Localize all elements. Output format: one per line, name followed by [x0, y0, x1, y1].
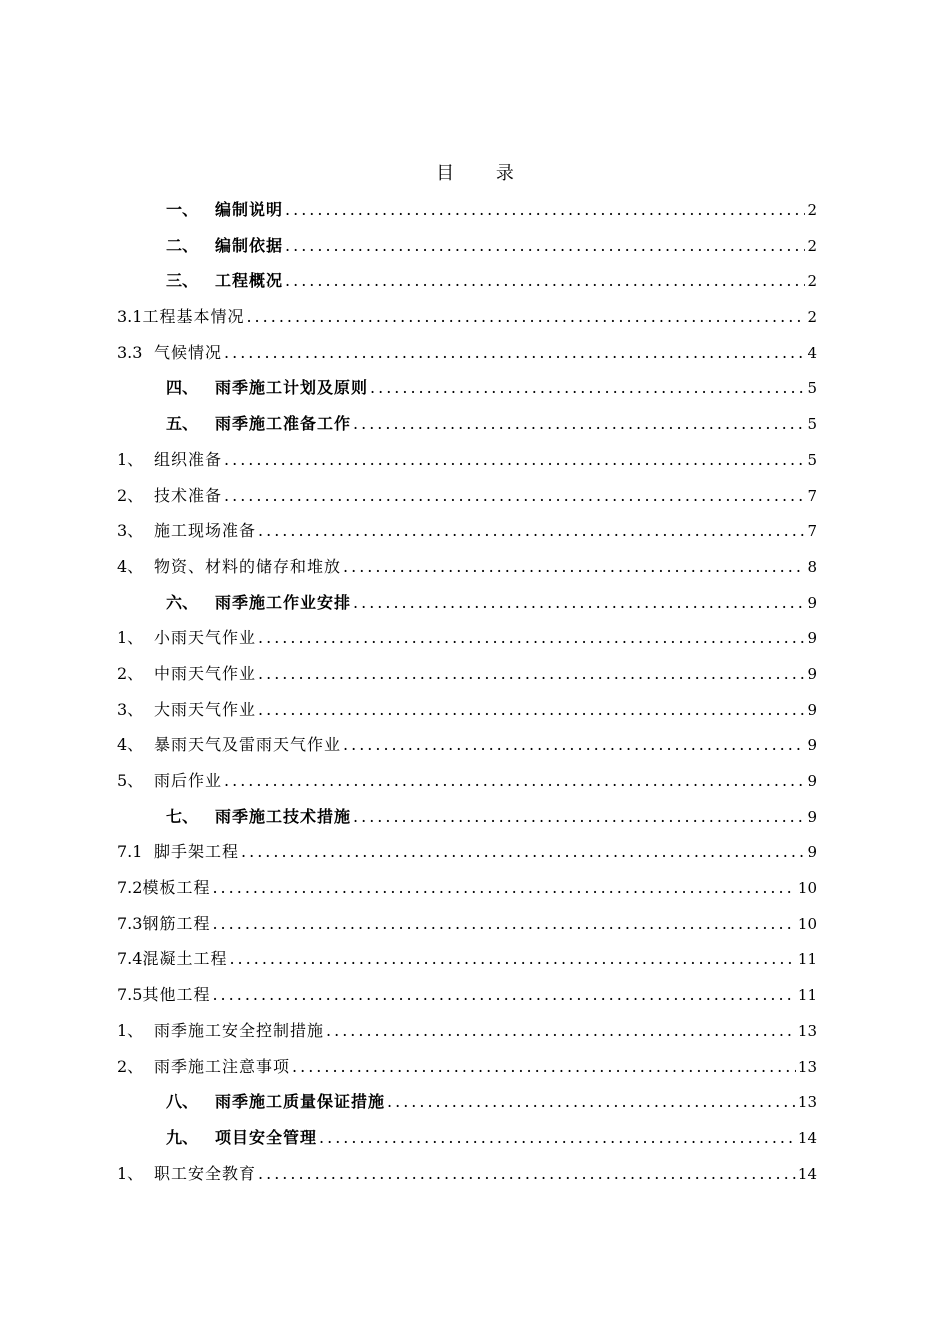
- toc-entry[interactable]: [117, 941, 817, 977]
- toc-entry-number: 八、: [166, 1092, 199, 1112]
- toc-entry[interactable]: [117, 549, 817, 585]
- toc-entry-number: 2、: [117, 663, 144, 683]
- toc-entry-number: 六、: [166, 592, 199, 612]
- toc-entry[interactable]: [117, 442, 817, 478]
- toc-entry-page-number: 7: [807, 522, 817, 541]
- toc-entry-number: 7.4: [117, 949, 143, 969]
- toc-entry-number: 2、: [117, 1056, 144, 1076]
- toc-entry-label: 钢筋工程: [142, 913, 211, 933]
- toc-entry-label: 技术准备: [154, 485, 223, 505]
- toc-dot-leader: [353, 585, 805, 621]
- toc-entry[interactable]: [117, 335, 817, 371]
- toc-entry-page-number: 11: [797, 986, 817, 1005]
- toc-dot-leader: [353, 799, 805, 835]
- toc-dot-leader: [343, 727, 805, 763]
- toc-dot-leader: [353, 406, 805, 442]
- toc-entry-label: 编制说明: [215, 200, 284, 219]
- toc-entry-number: 五、: [166, 414, 199, 434]
- toc-entry-number: 4、: [117, 556, 144, 576]
- toc-entry[interactable]: [117, 406, 817, 442]
- toc-dot-leader: [212, 906, 795, 942]
- toc-entry-page-number: 2: [807, 272, 817, 291]
- toc-entry[interactable]: [117, 1156, 817, 1192]
- toc-entry[interactable]: [117, 478, 817, 514]
- toc-entry-label: 雨季施工注意事项: [154, 1056, 291, 1076]
- toc-dot-leader: [258, 692, 805, 728]
- toc-dot-leader: [343, 549, 805, 585]
- toc-entry-page-number: 5: [807, 450, 817, 469]
- toc-entry-page-number: 10: [797, 914, 817, 933]
- toc-entry-number: 7.2: [117, 878, 143, 898]
- toc-entry-number: 四、: [166, 378, 199, 398]
- toc-entry-label: 雨季施工技术措施: [215, 806, 352, 826]
- toc-entry[interactable]: [117, 1049, 817, 1085]
- toc-entry[interactable]: [117, 192, 817, 228]
- toc-entry-label: 编制依据: [215, 235, 284, 255]
- toc-entry-number: 七、: [166, 806, 199, 826]
- toc-dot-leader: [258, 620, 805, 656]
- toc-entry[interactable]: [117, 513, 817, 549]
- toc-entry-page-number: 2: [807, 201, 817, 219]
- toc-entry-number: 九、: [166, 1127, 199, 1147]
- toc-entry-page-number: 8: [807, 557, 817, 576]
- toc-entry-page-number: 9: [807, 593, 817, 612]
- toc-dot-leader: [319, 1120, 796, 1156]
- toc-entry-page-number: 10: [797, 879, 817, 898]
- toc-entry-number: 3、: [117, 521, 144, 541]
- toc-entry-number: 一、: [166, 200, 199, 219]
- toc-dot-leader: [229, 941, 795, 977]
- toc-dot-leader: [212, 977, 795, 1013]
- toc-entry-label: 项目安全管理: [215, 1127, 318, 1147]
- toc-entry-label: 脚手架工程: [154, 842, 240, 862]
- toc-entry-page-number: 5: [807, 415, 817, 434]
- toc-dot-leader: [212, 870, 795, 906]
- toc-entry-number: 3、: [117, 699, 144, 719]
- toc-dot-leader: [285, 228, 805, 264]
- toc-entry-label: 模板工程: [142, 878, 211, 898]
- toc-entry-page-number: 2: [807, 308, 817, 327]
- toc-title: 目 录: [436, 163, 532, 184]
- toc-entry-label: 雨季施工作业安排: [215, 592, 352, 612]
- toc-entry-page-number: 9: [807, 772, 817, 790]
- toc-dot-leader: [285, 192, 805, 228]
- toc-entry[interactable]: [117, 1013, 817, 1049]
- toc-entry[interactable]: [117, 727, 817, 763]
- toc-entry-label: 其他工程: [142, 985, 211, 1005]
- toc-entry-page-number: 14: [797, 1164, 817, 1183]
- toc-entry[interactable]: [117, 870, 817, 906]
- toc-entry-page-number: 9: [807, 807, 817, 826]
- toc-entry[interactable]: [117, 977, 817, 1013]
- toc-entry-page-number: 2: [807, 236, 817, 255]
- toc-entry-page-number: 5: [807, 379, 817, 398]
- toc-dot-leader: [292, 1049, 796, 1085]
- toc-entry-page-number: 4: [807, 343, 817, 362]
- toc-entry[interactable]: [117, 692, 817, 728]
- toc-entry-label: 工程概况: [215, 271, 284, 291]
- toc-dot-leader: [370, 370, 805, 406]
- toc-entry-label: 气候情况: [154, 342, 223, 362]
- toc-entry-label: 雨后作业: [154, 771, 223, 790]
- toc-entry-page-number: 13: [797, 1057, 817, 1076]
- toc-entry-label: 小雨天气作业: [154, 628, 257, 648]
- toc-dot-leader: [258, 656, 805, 692]
- toc-entry-label: 中雨天气作业: [154, 663, 257, 683]
- toc-entry-label: 职工安全教育: [154, 1163, 257, 1183]
- toc-dot-leader: [258, 513, 805, 549]
- toc-entry-number: 1、: [117, 449, 144, 469]
- toc-entry[interactable]: [117, 228, 817, 264]
- toc-entry-label: 混凝土工程: [142, 949, 228, 969]
- toc-dot-leader: [326, 1013, 796, 1049]
- toc-dot-leader: [387, 1084, 796, 1120]
- toc-dot-leader: [224, 478, 805, 514]
- toc-entry[interactable]: [117, 763, 817, 799]
- toc-entry[interactable]: [117, 370, 817, 406]
- toc-dot-leader: [224, 442, 805, 478]
- toc-entry-label: 暴雨天气及雷雨天气作业: [154, 735, 342, 755]
- toc-dot-leader: [285, 263, 805, 299]
- toc-entry-number: 7.5: [117, 985, 143, 1005]
- toc-entry-number: 4、: [117, 735, 144, 755]
- toc-entry[interactable]: [117, 299, 817, 335]
- toc-entry[interactable]: [117, 585, 817, 621]
- toc-entry-number: 1、: [117, 628, 144, 648]
- toc-entry[interactable]: [117, 620, 817, 656]
- toc-entry-number: 三、: [166, 271, 199, 291]
- toc-entry-page-number: 13: [797, 1021, 817, 1040]
- toc-entry[interactable]: [117, 834, 817, 870]
- toc-entry-label: 组织准备: [154, 449, 223, 469]
- toc-dot-leader: [258, 1156, 796, 1192]
- toc-entry-number: 7.3: [117, 913, 143, 933]
- toc-entry-page-number: 9: [807, 700, 817, 719]
- toc-entry-label: 大雨天气作业: [154, 699, 257, 719]
- toc-dot-leader: [224, 763, 805, 799]
- toc-entry-label: 雨季施工安全控制措施: [154, 1020, 325, 1040]
- toc-entry-page-number: 14: [797, 1128, 817, 1147]
- toc-entry[interactable]: [117, 1120, 817, 1156]
- toc-list: [117, 192, 817, 1191]
- toc-entry-number: 1、: [117, 1163, 144, 1183]
- toc-entry-label: 雨季施工准备工作: [215, 414, 352, 434]
- toc-entry-number: 3.3: [117, 342, 143, 362]
- toc-entry-label: 施工现场准备: [154, 521, 257, 541]
- toc-entry[interactable]: [117, 1084, 817, 1120]
- toc-entry-label: 物资、材料的储存和堆放: [154, 556, 342, 576]
- toc-entry[interactable]: [117, 263, 817, 299]
- toc-entry-page-number: 11: [797, 950, 817, 969]
- toc-dot-leader: [241, 834, 805, 870]
- toc-entry-label: 工程基本情况: [142, 307, 245, 327]
- toc-entry-page-number: 9: [807, 843, 817, 862]
- toc-dot-leader: [224, 335, 805, 371]
- toc-entry-label: 雨季施工质量保证措施: [215, 1092, 386, 1112]
- toc-entry-number: 1、: [117, 1020, 144, 1040]
- toc-entry-page-number: 7: [807, 486, 817, 505]
- toc-entry[interactable]: [117, 906, 817, 942]
- toc-entry-page-number: 13: [797, 1093, 817, 1112]
- toc-entry-number: 3.1: [117, 307, 143, 327]
- toc-entry-page-number: 9: [807, 664, 817, 683]
- toc-entry[interactable]: [117, 656, 817, 692]
- toc-dot-leader: [246, 299, 805, 335]
- toc-entry-number: 二、: [166, 235, 199, 255]
- toc-entry-number: 5、: [117, 771, 144, 790]
- toc-entry-page-number: 9: [807, 736, 817, 755]
- toc-entry[interactable]: [117, 799, 817, 835]
- toc-entry-label: 雨季施工计划及原则: [215, 378, 369, 398]
- toc-entry-number: 7.1: [117, 842, 143, 862]
- toc-entry-number: 2、: [117, 485, 144, 505]
- toc-entry-page-number: 9: [807, 629, 817, 648]
